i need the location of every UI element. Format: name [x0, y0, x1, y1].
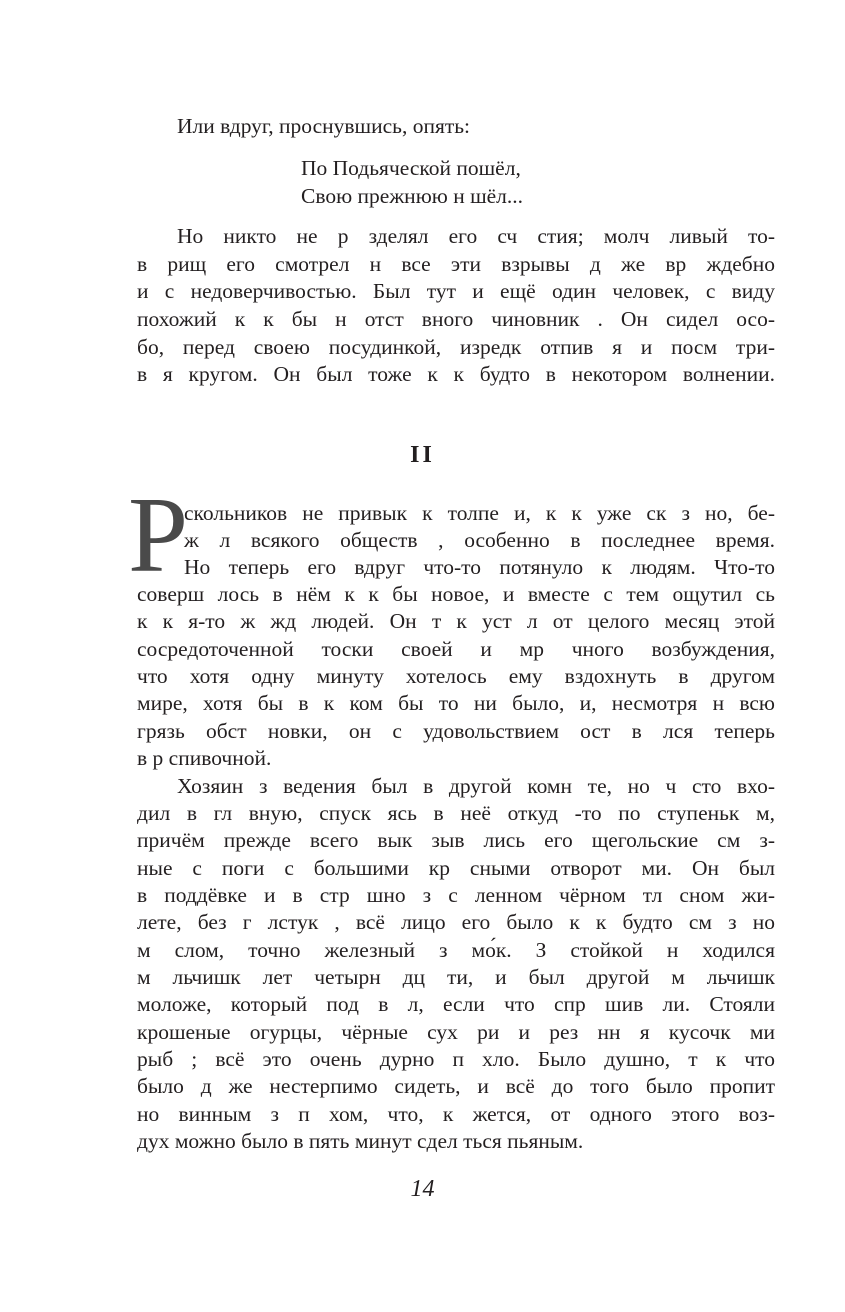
- paragraph-line: ные с поги с большими кр сными отворот ми. Он был: [137, 856, 775, 880]
- paragraph-line: было д же нестерпимо сидеть, и всё до того было пропит: [137, 1074, 775, 1098]
- paragraph-line: Хозяин з ведения был в другой комн те, но ч сто вхо-: [177, 774, 775, 798]
- paragraph-line: Но теперь его вдруг что-то потянуло к людям. Что-то: [184, 555, 775, 579]
- paragraph-line: крошеные огурцы, чёрные сух ри и рез нн я кусочк ми: [137, 1020, 775, 1044]
- paragraph-line: что хотя одну минуту хотелось ему вздохнуть в другом: [137, 664, 775, 688]
- paragraph-line: причём прежде всего вык зыв лись его щегольские см з-: [137, 828, 775, 852]
- paragraph-line: бо, перед своею посудинкой, изредк отпив я и посм три-: [137, 335, 775, 359]
- drop-cap: Р: [128, 476, 189, 595]
- paragraph-line: ж л всякого обществ , особенно в последнее время.: [184, 528, 775, 552]
- paragraph-line: дух можно было в пять минут сдел ться пьяным.: [137, 1129, 584, 1153]
- paragraph-line: в р спивочной.: [137, 746, 272, 770]
- paragraph-line: дил в гл вную, спуск ясь в неё откуд -то по ступеньк м,: [137, 801, 775, 825]
- paragraph-line: сосредоточенной тоски своей и мр чного возбуждения,: [137, 637, 775, 661]
- paragraph-line: рыб ; всё это очень дурно п хло. Было душно, т к что: [137, 1047, 775, 1071]
- paragraph-line: похожий к к бы н отст вного чиновник . Он сидел осо-: [137, 307, 775, 331]
- paragraph-line: скольников не привык к толпе и, к к уже ск з но, бе-: [184, 501, 775, 525]
- paragraph-line: Но никто не р зделял его сч стия; молч ливый то-: [177, 224, 775, 248]
- paragraph-line: и с недоверчивостью. Был тут и ещё один человек, с виду: [137, 279, 775, 303]
- paragraph-line: соверш лось в нём к к бы новое, и вместе с тем ощутил сь: [137, 582, 775, 606]
- paragraph-line: мире, хотя бы в к ком бы то ни было, и, несмотря н всю: [137, 691, 775, 715]
- verse-line: Свою прежнюю н шёл...: [301, 184, 524, 208]
- paragraph-line: грязь обст новки, он с удовольствием ост в лся теперь: [137, 719, 775, 743]
- paragraph-line: в я кругом. Он был тоже к к будто в некотором волнении.: [137, 362, 775, 386]
- paragraph-line: лете, без г лстук , всё лицо его было к к будто см з но: [137, 910, 775, 934]
- paragraph-line: к к я-то ж жд людей. Он т к уст л от целого месяц этой: [137, 609, 775, 633]
- paragraph-line: моложе, который под в л, если что спр шив ли. Стояли: [137, 992, 775, 1016]
- verse-line: По Подьяческой пошёл,: [301, 156, 521, 180]
- intro-line: Или вдруг, проснувшись, опять:: [177, 114, 471, 138]
- page-number: 14: [410, 1176, 435, 1202]
- chapter-heading: II: [410, 442, 435, 468]
- paragraph-line: но винным з п хом, что, к жется, от одного этого воз-: [137, 1102, 775, 1126]
- paragraph-line: в поддёвке и в стр шно з с ленном чёрном тл сном жи-: [137, 883, 775, 907]
- paragraph-line: м льчишк лет четырн дц ти, и был другой м льчишк: [137, 965, 775, 989]
- paragraph-line: м слом, точно железный з мо́к. З стойкой н ходился: [137, 938, 775, 962]
- paragraph-line: в рищ его смотрел н все эти взрывы д же вр ждебно: [137, 252, 775, 276]
